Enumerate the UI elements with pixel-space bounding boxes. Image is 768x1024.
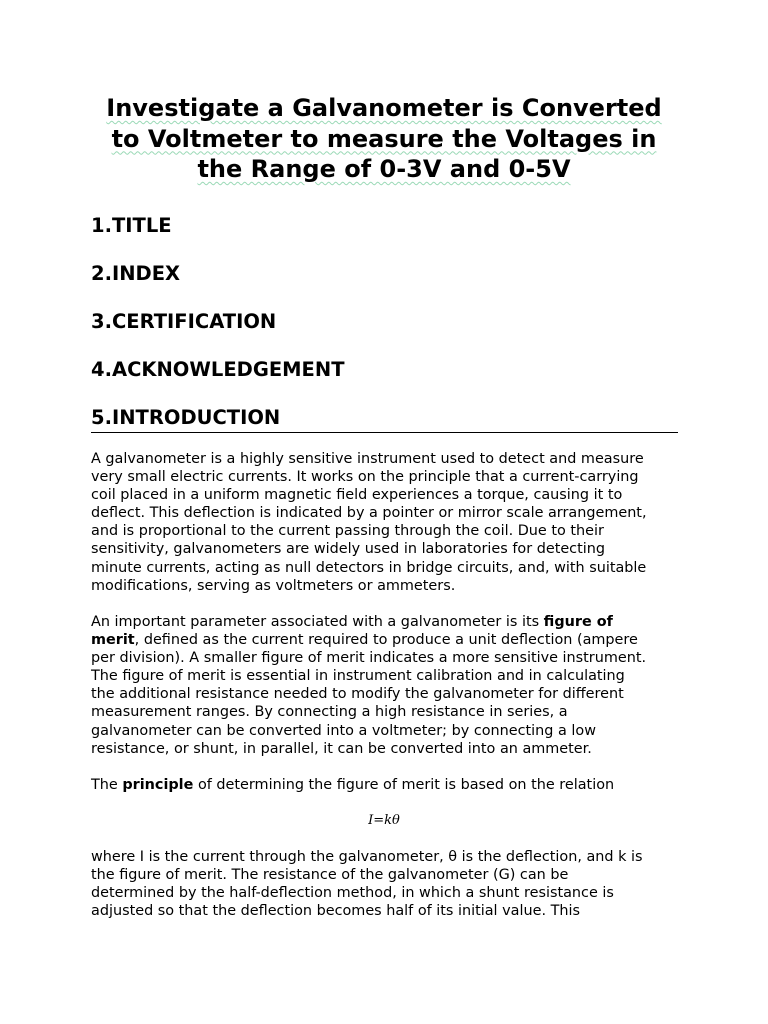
para2-line: galvanometer can be converted into a voltmeter; by connecting a low — [91, 722, 596, 739]
section-heading-introduction: 5.INTRODUCTION — [91, 406, 281, 429]
document-title — [84, 93, 684, 185]
section-heading-index: 2.INDEX — [91, 262, 181, 285]
para2-line: per division). A smaller figure of merit indicates a more sensitive instrument. — [91, 650, 647, 667]
para4-line: where I is the current through the galvanometer, θ is the deflection, and k is — [91, 849, 643, 865]
para2-text: An important parameter associated with a galvanometer is its — [91, 614, 544, 630]
para1-line: and is proportional to the current passing through the coil. Due to their — [91, 523, 604, 540]
intro-paragraph-1 — [91, 450, 691, 595]
intro-paragraph-3 — [91, 776, 691, 794]
para1-line: coil placed in a uniform magnetic field experiences a torque, causing it to — [91, 487, 623, 504]
para1-line: sensitivity, galvanometers are widely used in laboratories for detecting — [91, 541, 605, 558]
para4-line: adjusted so that the deflection becomes half of its initial value. This — [91, 903, 580, 920]
section-divider — [91, 432, 678, 433]
para1-line: minute currents, acting as null detectors in bridge circuits, and, with suitable — [91, 559, 647, 576]
para2-line: resistance, or shunt, in parallel, it can be converted into an ammeter. — [91, 740, 592, 757]
title-line-3: the Range of 0-3V and 0-5V — [197, 155, 571, 183]
para1-line: modifications, serving as voltmeters or ammeters. — [91, 577, 456, 594]
para1-line: deflect. This deflection is indicated by a pointer or mirror scale arrangement, — [91, 505, 647, 522]
intro-paragraph-4 — [91, 848, 691, 920]
figure-of-merit-term: figure of — [543, 614, 613, 630]
figure-of-merit-term-end: merit — [91, 632, 135, 649]
para2-line: The figure of merit is essential in instrument calibration and in calculating — [91, 668, 625, 685]
title-line-2: to Voltmeter to measure the Voltages in — [111, 124, 657, 153]
para4-line: determined by the half-deflection method, in which a shunt resistance is — [91, 885, 614, 902]
principle-term: principle — [122, 777, 194, 793]
para1-line: A galvanometer is a highly sensitive instrument used to detect and measure — [91, 451, 644, 467]
section-heading-certification: 3.CERTIFICATION — [91, 310, 277, 333]
para2-text: , defined as the current required to produce a unit deflection (ampere — [134, 632, 638, 649]
para4-line: the figure of merit. The resistance of the galvanometer (G) can be — [91, 867, 569, 884]
para2-line: measurement ranges. By connecting a high resistance in series, a — [91, 704, 568, 721]
section-heading-acknowledgement: 4.ACKNOWLEDGEMENT — [91, 358, 345, 381]
para3-post: of determining the figure of merit is based on the relation — [193, 777, 615, 793]
para1-line: very small electric currents. It works on the principle that a current-carrying — [91, 469, 639, 486]
para3-pre: The — [91, 777, 123, 793]
title-line-1: Investigate a Galvanometer is Converted — [106, 94, 662, 122]
para2-line: the additional resistance needed to modify the galvanometer for different — [91, 686, 624, 703]
section-heading-title: 1.TITLE — [91, 214, 172, 237]
formula: I=kθ — [368, 813, 400, 828]
intro-paragraph-2 — [91, 613, 691, 758]
